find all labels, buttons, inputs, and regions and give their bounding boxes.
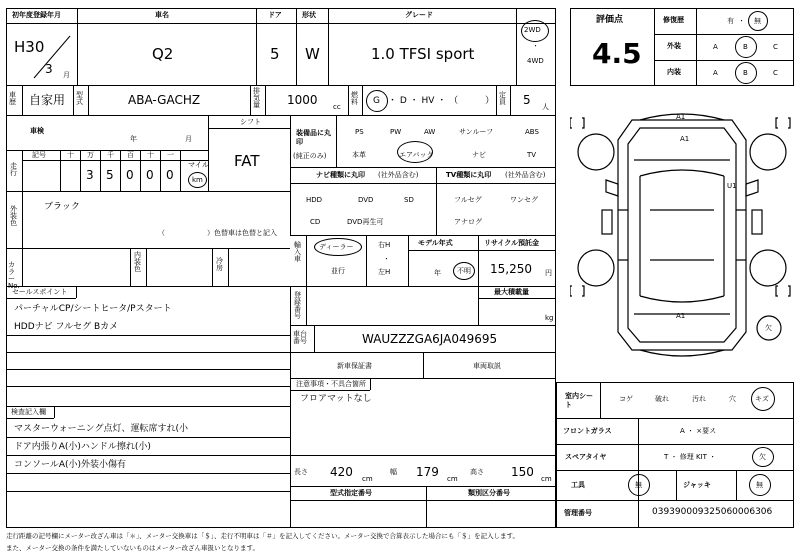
score-value: 4.5: [592, 37, 642, 70]
fuel-g: G: [373, 96, 380, 106]
shift-label: シフト: [240, 118, 261, 126]
drive-2wd: 2WD: [524, 26, 541, 34]
mileage-digit-3: 0: [146, 168, 154, 182]
damage-mark-side: U1: [727, 182, 737, 190]
spare-value: T ・ 修理 KIT ・: [664, 453, 717, 461]
capacity: 5: [523, 93, 531, 107]
mark-label: 記号: [32, 151, 46, 159]
repair-label: 修復歴: [663, 16, 684, 24]
model-value: Q2: [152, 45, 174, 63]
vehicle-manual: 車両取説: [473, 362, 501, 370]
score-label: 評価点: [596, 15, 624, 25]
shift-value: FAT: [234, 152, 260, 170]
equip-pw: PW: [390, 128, 402, 136]
color-value: ブラック: [44, 202, 80, 212]
right-h: 右H: [378, 241, 391, 249]
km-label: km: [192, 176, 203, 184]
navi-dvd-play: DVD再生可: [347, 218, 384, 226]
model-label: 車名: [155, 11, 169, 19]
width-unit: cm: [447, 475, 458, 483]
ext-grade-a: A: [713, 43, 718, 51]
seat-scratch: キズ: [755, 395, 769, 403]
spare-missing: 欠: [759, 453, 766, 461]
import-dealer: ディーラー: [319, 243, 354, 251]
equipment-sub: (純正のみ): [293, 152, 327, 160]
vin-value: WAUZZZGA6JA049695: [362, 332, 498, 346]
interior-color-label: 内装色: [134, 251, 141, 273]
digit-label-1: 万: [87, 151, 94, 159]
vehicle-class-label: 車歴: [9, 91, 16, 106]
fuel-options: ・ D ・ HV ・ （ ）: [388, 96, 495, 106]
seat-dirt: 汚れ: [692, 395, 706, 403]
tv-label: TV種類に丸印: [446, 171, 492, 179]
tools-label: 工具: [571, 481, 585, 489]
reg-number-label: 登録番号: [294, 291, 301, 320]
cooler-label: 冷房: [216, 257, 223, 272]
shaken-month-unit: 月: [185, 135, 192, 143]
sales-line-2: HDDナビ フルセグ Bカメ: [14, 322, 119, 332]
door-label: ドア: [268, 11, 282, 19]
seat-burn: コゲ: [619, 395, 633, 403]
length-label: 長さ: [294, 468, 308, 476]
mile-label: マイル: [188, 161, 209, 169]
tv-sub: (社外品含む): [505, 171, 546, 179]
interior-label: 内装: [667, 68, 681, 76]
import-parallel: 並行: [331, 267, 345, 275]
width-value: 179: [416, 465, 439, 479]
navi-label: ナビ種類に丸印: [316, 171, 365, 179]
vehicle-class: 自家用: [29, 93, 66, 107]
displacement-unit: cc: [333, 103, 341, 111]
max-load-label: 最大積載量: [494, 288, 529, 296]
displacement: 1000: [287, 93, 318, 107]
drive-4wd: 4WD: [527, 57, 544, 65]
recycle-label: リサイクル預託金: [484, 239, 540, 247]
tv-analog: アナログ: [454, 218, 482, 226]
int-grade-a: A: [713, 69, 718, 77]
height-label: 高さ: [470, 468, 484, 476]
jack-label: ジャッキ: [683, 481, 711, 489]
ext-grade-b: B: [743, 43, 748, 51]
inspector-line-3: コンソールA(小)外装小傷有: [14, 460, 126, 470]
digit-label-2: 千: [107, 151, 114, 159]
equip-sunroof: サンルーフ: [459, 128, 494, 136]
height-unit: cm: [541, 475, 552, 483]
int-grade-c: C: [773, 69, 778, 77]
height-value: 150: [511, 465, 534, 479]
shaken-label: 車検: [30, 127, 44, 135]
tools-value: 無: [635, 481, 642, 489]
digit-label-4: 十: [147, 151, 154, 159]
vin-label: 車台番号: [293, 330, 307, 345]
mileage-digit-1: 5: [106, 168, 114, 182]
model-year-label: モデル年式: [418, 239, 453, 247]
hand-dot: ・: [383, 255, 390, 263]
inspector-line-1: マスターウォーニング点灯、運転席すれ(小: [14, 424, 188, 434]
seat-label: 室内シート: [565, 392, 593, 410]
windshield-label: フロントガラス: [563, 427, 612, 435]
equip-aw: AW: [424, 128, 436, 136]
reg-month: 3: [45, 62, 53, 76]
recycle-yen: 円: [545, 269, 552, 277]
int-grade-b: B: [743, 69, 748, 77]
left-h: 左H: [378, 268, 391, 276]
doors-value: 5: [270, 45, 280, 63]
navi-cd: CD: [310, 218, 321, 226]
recycle-value: 15,250: [490, 262, 532, 276]
drive-dot: ・: [532, 42, 539, 50]
damage-mark-front: A1: [676, 113, 686, 121]
damage-mark-rear: A1: [676, 312, 686, 320]
capacity-unit: 人: [542, 103, 549, 111]
shape-value: W: [305, 45, 320, 63]
category-label: 類別区分番号: [468, 489, 510, 497]
model-year-unknown: 不明: [457, 267, 471, 275]
shaken-year-unit: 年: [130, 135, 137, 143]
grade-label: グレード: [405, 11, 433, 19]
tv-oneseg: ワンセグ: [510, 196, 538, 204]
max-load-kg: kg: [545, 314, 554, 322]
notes-value: フロアマットなし: [300, 394, 372, 404]
damage-mark-front-2: A1: [680, 135, 690, 143]
capacity-label: 定員: [499, 91, 506, 106]
navi-sd: SD: [404, 196, 414, 204]
color-note: （ ）色替車は色替と記入: [158, 229, 277, 237]
spare-label: スペアタイヤ: [565, 453, 607, 461]
mileage-digit-4: 0: [166, 168, 174, 182]
footer-line-1: 走行距離の記号欄にメーター改ざん車は「＊」、メーター交換車は「＄」、走行不明車は「＃」を記入してください。メーター交換で合算表示した場合にも「＄」を記入します。: [6, 532, 519, 540]
jack-value: 無: [756, 481, 763, 489]
width-label: 幅: [390, 468, 397, 476]
mileage-label: 走行: [10, 162, 17, 177]
model-year-unit: 年: [434, 269, 441, 277]
equip-navi: ナビ: [472, 151, 486, 159]
reg-era: H30: [14, 38, 45, 56]
reg-year-label: 初年度登録年月: [12, 11, 61, 19]
digit-label-0: 十: [67, 151, 74, 159]
equipment-label: 装備品に丸印: [296, 129, 331, 147]
repair-yes: 有: [727, 17, 734, 25]
color-no-label: カラーNo.: [8, 261, 20, 290]
exterior-label: 外装: [667, 42, 681, 50]
equip-leather: 本革: [352, 151, 366, 159]
missing-mark: 欠: [765, 324, 772, 332]
tv-fullseg: フルセグ: [454, 196, 482, 204]
new-warranty: 新車保証書: [337, 362, 372, 370]
digit-label-3: 百: [127, 151, 134, 159]
mileage-digit-2: 0: [126, 168, 134, 182]
mgmt-value: 039390009325060006306: [652, 507, 773, 517]
mileage-digit-0: 3: [86, 168, 94, 182]
import-label: 輸入車: [294, 241, 301, 263]
ext-grade-c: C: [773, 43, 778, 51]
equip-ps: PS: [355, 128, 364, 136]
grade-value: 1.0 TFSI sport: [371, 45, 475, 63]
fuel-label: 燃料: [351, 91, 358, 106]
equip-airbag: エアバック: [399, 151, 434, 159]
digit-label-5: 一: [167, 151, 174, 159]
notes-label: 注意事項・不具合箇所: [296, 380, 366, 388]
mgmt-label: 管理番号: [564, 509, 592, 517]
sales-label: セールスポイント: [12, 288, 68, 296]
seat-tear: 破れ: [655, 395, 669, 403]
inspector-line-2: ドア内張りA(小)ハンドル擦れ(小): [14, 442, 151, 452]
equip-abs: ABS: [525, 128, 539, 136]
color-label: 外装色: [10, 205, 17, 227]
model-designation-label: 型式指定番号: [330, 489, 372, 497]
navi-hdd: HDD: [306, 196, 323, 204]
inspector-label: 検査記入欄: [11, 408, 46, 416]
length-value: 420: [330, 465, 353, 479]
type-code: ABA-GACHZ: [128, 93, 201, 107]
equip-tv: TV: [527, 151, 537, 159]
shape-label: 形状: [302, 11, 316, 19]
reg-month-unit: 月: [63, 71, 70, 79]
navi-sub: (社外品含む): [378, 171, 419, 179]
displacement-label: 排気量: [253, 87, 260, 109]
seat-hole: 穴: [729, 395, 736, 403]
type-label: 型式: [76, 91, 83, 106]
length-unit: cm: [362, 475, 373, 483]
windshield-value: A ・ ×要ス: [680, 427, 717, 435]
sales-line-1: パーチャルCP/シートヒータ/Pスタート: [14, 304, 172, 314]
footer-line-2: また、メーター交換の条件を満たしていないものはメーター改ざん車扱いとなります。: [6, 544, 259, 552]
repair-dot: ・: [738, 17, 745, 25]
navi-dvd: DVD: [358, 196, 374, 204]
repair-no: 無: [754, 17, 761, 25]
